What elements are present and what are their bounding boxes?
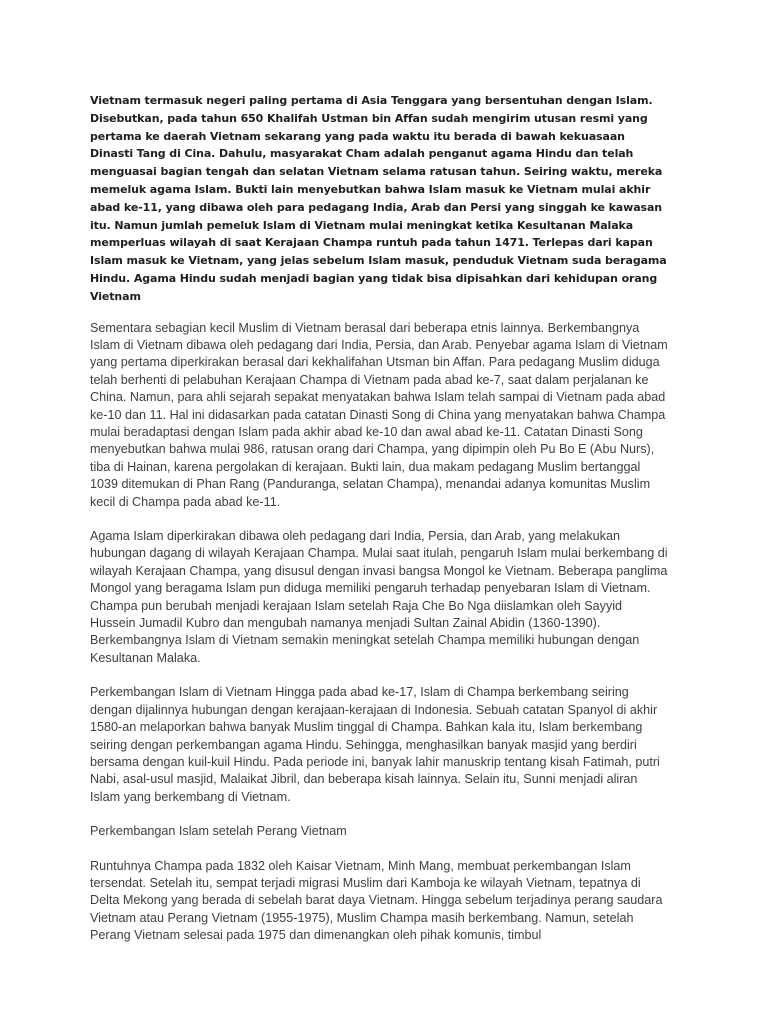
section-heading: Perkembangan Islam setelah Perang Vietnam — [90, 824, 347, 839]
intro-paragraph: Vietnam termasuk negeri paling pertama di Asia Tenggara yang bersentuhan dengan Islam. Disebutkan, pada tahun 650 Khalifah Ustman bin Affan sudah mengirim utusan resmi yang pertama ke daerah Vietnam sekarang yang pada waktu itu berada di bawah kekuasaan Dinasti Tang di Cina. Dahulu, masyarakat Cham adalah penganut agama Hindu dan telah menguasai bagian tengah dan selatan Vietnam selama ratusan tahun. Seiring waktu, mereka memeluk agama Islam. Bukti lain menyebutkan bahwa Islam masuk ke Vietnam mulai akhir abad ke-11, yang dibawa oleh para pedagang India, Arab dan Persi yang singgah ke kawasan itu. Namun jumlah pemeluk Islam di Vietnam mulai meningkat ketika Kesultanan Malaka memperluas wilayah di saat Kerajaan Champa runtuh pada tahun 1471. Terlepas dari kapan Islam masuk ke Vietnam, yang jelas sebelum Islam masuk, penduduk Vietnam suda beragama Hindu. Agama Hindu sudah menjadi bagian yang tidak bisa dipisahkan dari kehidupan orang Vietnam — [90, 94, 667, 303]
body-paragraph: Sementara sebagian kecil Muslim di Vietnam berasal dari beberapa etnis lainnya. Berkembangnya Islam di Vietnam dibawa oleh pedagang dari India, Persia, dan Arab. Penyebar agama Islam di Vietnam yang pertama diperkirakan berasal dari kekhalifahan Utsman bin Affan. Para pedagang Muslim diduga telah berhenti di pelabuhan Kerajaan Champa di Vietnam pada abad ke-7, saat dalam perjalanan ke China. Namun, para ahli sejarah sepakat menyatakan bahwa Islam telah sampai di Vietnam pada abad ke-10 dan 11. Hal ini didasarkan pada catatan Dinasti Song di China yang menyatakan bahwa Champa mulai beradaptasi dengan Islam pada akhir abad ke-10 dan awal abad ke-11. Catatan Dinasti Song menyebutkan bahwa mulai 986, ratusan orang dari Champa, yang dipimpin oleh Pu Bo E (Abu Nurs), tiba di Hainan, karena pergolakan di kerajaan. Bukti lain, dua makam pedagang Muslim bertanggal 1039 ditemukan di Phan Rang (Panduranga, selatan Champa), menandai adanya komunitas Muslim kecil di Champa pada abad ke-11. — [90, 320, 668, 509]
document-page — [90, 92, 670, 962]
body-paragraph: Agama Islam diperkirakan dibawa oleh pedagang dari India, Persia, dan Arab, yang melakukan hubungan dagang di wilayah Kerajaan Champa. Mulai saat itulah, pengaruh Islam mulai berkembang di wilayah Kerajaan Champa, yang disusul dengan invasi bangsa Mongol ke Vietnam. Beberapa panglima Mongol yang beragama Islam pun diduga memiliki pengaruh terhadap penyebaran Islam di Vietnam. Champa pun berubah menjadi kerajaan Islam setelah Raja Che Bo Nga diislamkan oleh Sayyid Hussein Jumadil Kubro dan mengubah namanya menjadi Sultan Zainal Abidin (1360-1390). Berkembangnya Islam di Vietnam semakin meningkat setelah Champa memiliki hubungan dengan Kesultanan Malaka. — [90, 529, 668, 665]
body-paragraph: Runtuhnya Champa pada 1832 oleh Kaisar Vietnam, Minh Mang, membuat perkembangan Islam tersendat. Setelah itu, sempat terjadi migrasi Muslim dari Kamboja ke wilayah Vietnam, tepatnya di Delta Mekong yang berada di sebelah barat daya Vietnam. Hingga sebelum terjadinya perang saudara Vietnam atau Perang Vietnam (1955-1975), Muslim Champa masih berkembang. Namun, setelah Perang Vietnam selesai pada 1975 dan dimenangkan oleh pihak komunis, timbul — [90, 858, 663, 943]
body-paragraph: Perkembangan Islam di Vietnam Hingga pada abad ke-17, Islam di Champa berkembang seiring dengan dijalinnya hubungan dengan kerajaan-kerajaan di Indonesia. Sebuah catatan Spanyol di akhir 1580-an melaporkan bahwa banyak Muslim tinggal di Champa. Bahkan kala itu, Islam berkembang seiring dengan perkembangan agama Hindu. Sehingga, menghasilkan banyak masjid yang berdiri bersama dengan kuil-kuil Hindu. Pada periode ini, banyak lahir manuskrip tentang kisah Fatimah, putri Nabi, asal-usul masjid, Malaikat Jibril, dan beberapa kisah lainnya. Selain itu, Sunni menjadi aliran Islam yang berkembang di Vietnam. — [90, 685, 660, 804]
